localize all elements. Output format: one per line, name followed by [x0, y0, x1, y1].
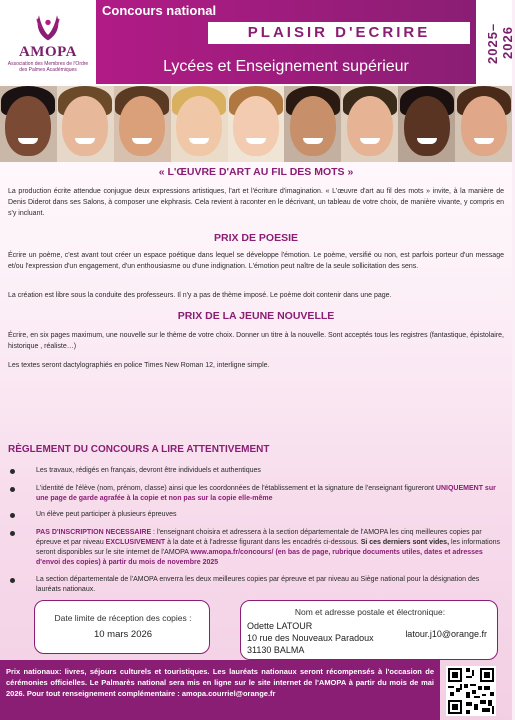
logo-subtitle: Association des Membres de l'Ordre des Palmes Académiques — [7, 61, 89, 73]
bullet-2 — [10, 487, 15, 492]
deadline-date: 10 mars 2026 — [93, 629, 153, 640]
face-shape — [5, 96, 51, 156]
deadline-box — [34, 600, 210, 654]
face-shape — [290, 96, 336, 156]
year-box — [476, 0, 515, 84]
rule-4-text-b: à la date et à l'adresse figurant dans les encadrés ci-dessous. — [165, 539, 361, 546]
page-title: PLAISIR D'ECRIRE — [208, 22, 470, 44]
student-photo-1 — [0, 86, 57, 162]
face-shape — [233, 96, 279, 156]
contact-name: Odette LATOUR — [247, 621, 313, 631]
face-shape — [62, 96, 108, 156]
student-photo-6 — [284, 86, 341, 162]
bullet-4 — [10, 531, 15, 536]
palm-emblem-icon — [30, 8, 66, 44]
nouvelle-paragraph-2: Les textes seront dactylographiés en police Times New Roman 12, interligne simple. — [8, 362, 270, 369]
rules-title: RÈGLEMENT DU CONCOURS A LIRE ATTENTIVEMENT — [8, 444, 270, 455]
student-photo-5 — [228, 86, 285, 162]
theme-title: « L'ŒUVRE D'ART AU FIL DES MOTS » — [158, 166, 354, 178]
student-photo-2 — [57, 86, 114, 162]
face-shape — [347, 96, 393, 156]
smile-shape — [360, 138, 380, 144]
rule-5: La section départementale de l'AMOPA enverra les deux meilleures copies par épreuve et par niveau au Siège national pour la désignation des lauréats nationaux. — [36, 576, 480, 593]
bullet-1 — [10, 469, 15, 474]
rule-3: Un élève peut participer à plusieurs épreuves — [36, 511, 177, 518]
face-shape — [176, 96, 222, 156]
poesie-paragraph-2: La création est libre sous la conduite des professeurs. Il n'y a pas de thème imposé. Le poème doit contenir dans une page. — [8, 292, 392, 299]
rule-4-text-d: (en bas de page, rubrique documents utiles, dates et adresses d'envoi des copies) à partir du mois de novembre 2025 — [36, 549, 483, 566]
logo-name: AMOPA — [18, 44, 78, 60]
nouvelle-title: PRIX DE LA JEUNE NOUVELLE — [177, 310, 335, 322]
header-band — [96, 0, 476, 84]
contact-box — [240, 600, 498, 660]
smile-shape — [246, 138, 266, 144]
poesie-paragraph-1: Écrire un poème, c'est avant tout créer un espace poétique dans lequel se développe l'émotion. Le poème, versifié ou non, est parfois porteur d'un message et/ou l'expression d'un engagement, d'un enthousiasme ou d'une indignation. L'émotion peut naître de la seule sollicitation des sens. — [8, 252, 504, 270]
rule-4-empty-note: Si ces derniers sont vides, — [360, 539, 450, 546]
rule-4 — [36, 528, 504, 568]
rule-4-text-a: : l'enseignant choisira et adressera à la section départementale de l'AMOPA les cinq meilleures copies par épreuve et par niveau — [36, 529, 482, 546]
student-photo-4 — [171, 86, 228, 162]
contact-city: 31130 BALMA — [247, 645, 305, 655]
footer-band — [0, 660, 440, 720]
rule-4-text-c: les informations seront disponibles sur le site internet de l'AMOPA — [36, 539, 500, 556]
rule-2-text: L'identité de l'élève (nom, prénom, classe) ainsi que les coordonnées de l'établissement et la signature de l'enseignant figureront — [36, 485, 436, 492]
amopa-logo — [0, 0, 96, 84]
face-shape — [404, 96, 450, 156]
bullet-3 — [10, 513, 15, 518]
rule-1: Les travaux, rédigés en français, devront être individuels et authentiques — [36, 467, 261, 474]
rule-4-exclusive: EXCLUSIVEMENT — [105, 539, 166, 546]
header-subtitle: Lycées et Enseignement supérieur — [163, 58, 409, 75]
contact-street: 10 rue des Nouveaux Paradoux — [247, 633, 374, 643]
smile-shape — [303, 138, 323, 144]
amopa-concours-link[interactable]: www.amopa.fr/concours/ — [190, 549, 274, 556]
rule-2-highlight: UNIQUEMENT sur une page de garde agrafée à la copie et non pas sur la copie elle-même — [36, 485, 496, 502]
nouvelle-paragraph-1: Écrire, en six pages maximum, une nouvelle sur le thème de votre choix. Donner un titre à la nouvelle. Sont acceptés tous les registres (fantastique, épistolaire, historique , réaliste…) — [8, 332, 504, 350]
poesie-title: PRIX DE POESIE — [213, 232, 299, 244]
rule-4-lead: PAS D'INSCRIPTION NECESSAIRE — [36, 529, 152, 536]
contact-label: Nom et adresse postale et électronique: — [294, 607, 446, 617]
bullet-5 — [10, 578, 15, 583]
year-label: 2025–2026 — [485, 22, 515, 64]
student-photo-7 — [341, 86, 398, 162]
intro-paragraph: La production écrite attendue conjugue deux expressions artistiques, l'art et l'écriture d'imagination. « L'œuvre d'art au fil des mots » invite, à la manière de Denis Diderot dans ses Salons, à composer une ekphrasis. Cela revient à raconter en le décrivant, un tableau de votre choix, de manière vivante, y compris en s'y incluant. — [8, 188, 504, 217]
student-photo-9 — [455, 86, 512, 162]
student-photo-3 — [114, 86, 171, 162]
smile-shape — [417, 138, 437, 144]
rule-2 — [36, 484, 504, 504]
deadline-label: Date limite de réception des copies : — [54, 613, 192, 623]
student-photo-strip — [0, 86, 512, 162]
footer-text: Prix nationaux: livres, séjours culturels et touristiques. Les lauréats nationaux seront récompensés à l'occasion de cérémonies officielles. Le Palmarès national sera mis en ligne sur le site internet de l'AMOPA à partir du mois de mai 2026. Pour tout renseignement complémentaire : amopa.courriel@orange.fr — [6, 667, 434, 698]
smile-shape — [474, 138, 494, 144]
concours-label: Concours national — [102, 3, 217, 18]
face-shape — [461, 96, 507, 156]
student-photo-8 — [398, 86, 455, 162]
contact-email[interactable]: latour.j10@orange.fr — [405, 629, 487, 639]
qr-code-icon[interactable] — [446, 666, 496, 716]
face-shape — [119, 96, 165, 156]
smile-shape — [189, 138, 209, 144]
